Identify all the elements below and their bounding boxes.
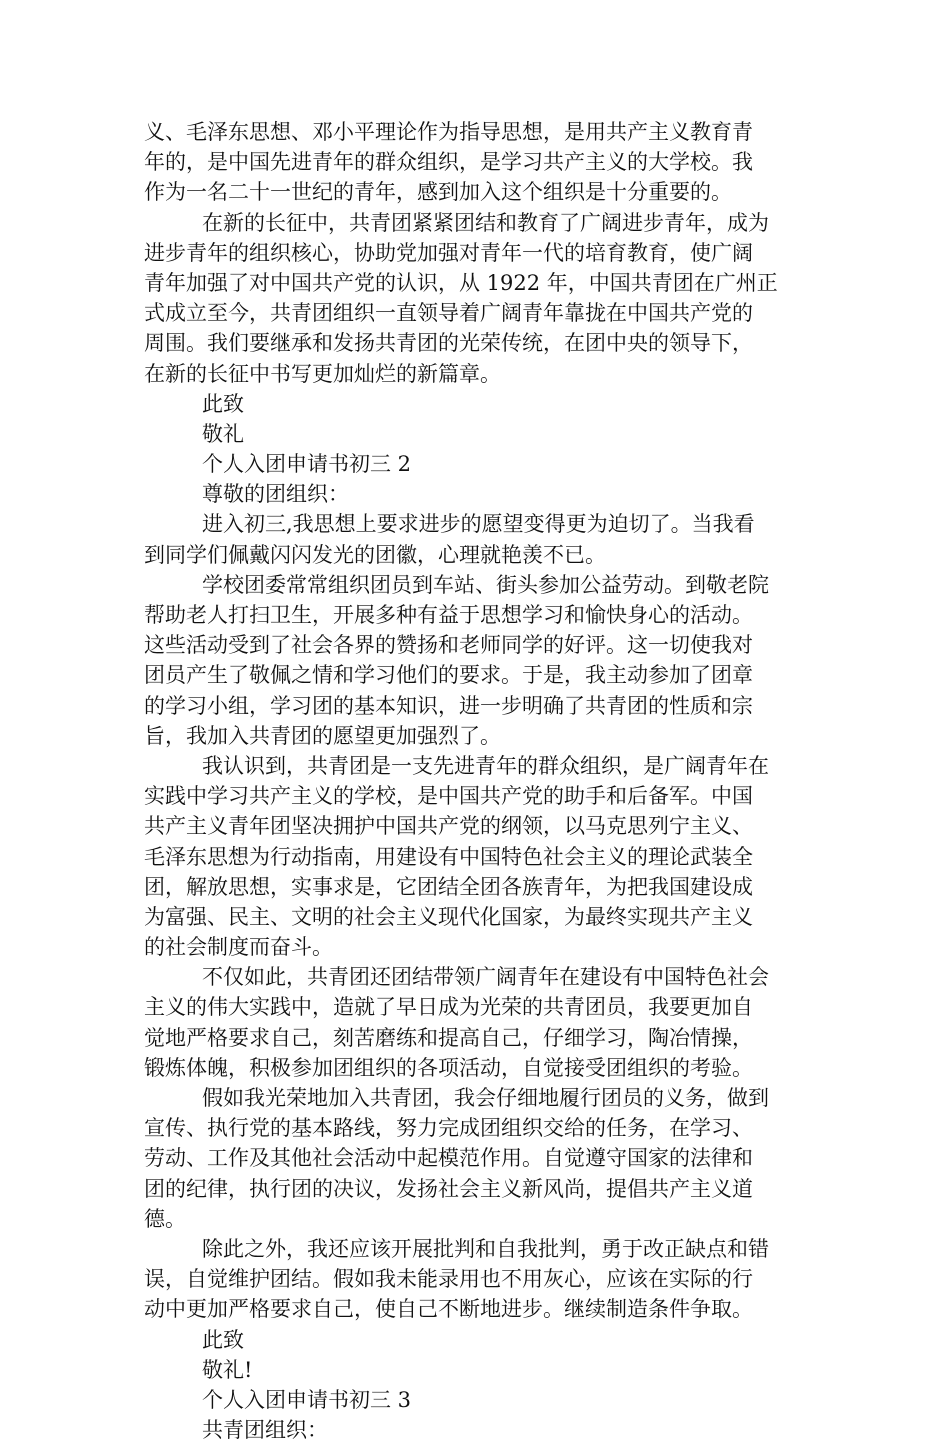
text-line: 共产主义青年团坚决拥护中国共产党的纲领，以马克思列宁主义、 bbox=[144, 814, 753, 839]
text-line: 不仅如此，共青团还团结带领广阔青年在建设有中国特色社会 bbox=[202, 965, 769, 990]
text-line: 帮助老人打扫卫生，开展多种有益于思想学习和愉快身心的活动。 bbox=[144, 603, 753, 627]
text-line: 此致 bbox=[202, 391, 244, 416]
text-line: 实践中学习共产主义的学校，是中国共产党的助手和后备军。中国 bbox=[144, 784, 753, 809]
text-line: 式成立至今，共青团组织一直领导着广阔青年靠拢在中国共产党的 bbox=[144, 301, 753, 326]
text-line: 个人入团申请书初三 2 bbox=[202, 452, 412, 477]
text-line: 共青团组织： bbox=[202, 1418, 328, 1443]
text-line: 周围。我们要继承和发扬共青团的光荣传统，在团中央的领导下， bbox=[144, 331, 753, 356]
text-line: 团，解放思想，实事求是，它团结全团各族青年，为把我国建设成 bbox=[144, 874, 753, 899]
text-line: 觉地严格要求自己，刻苦磨练和提高自己，仔细学习，陶冶情操， bbox=[144, 1025, 753, 1050]
document-body bbox=[144, 117, 808, 1445]
text-line: 锻炼体魄，积极参加团组织的各项活动，自觉接受团组织的考验。 bbox=[144, 1055, 753, 1080]
text-line: 毛泽东思想为行动指南，用建设有中国特色社会主义的理论武装全 bbox=[144, 844, 753, 869]
text-line: 团员产生了敬佩之情和学习他们的要求。于是，我主动参加了团章 bbox=[144, 663, 753, 688]
text-line: 团的纪律，执行团的决议，发扬社会主义新风尚，提倡共产主义道 bbox=[144, 1176, 753, 1201]
text-line: 的社会制度而奋斗。 bbox=[144, 935, 333, 960]
text-line: 劳动、工作及其他社会活动中起模范作用。自觉遵守国家的法律和 bbox=[144, 1146, 753, 1171]
text-line: 旨，我加入共青团的愿望更加强烈了。 bbox=[144, 723, 501, 748]
text-line: 假如我光荣地加入共青团，我会仔细地履行团员的义务，做到 bbox=[202, 1086, 769, 1110]
text-line: 的学习小组，学习团的基本知识，进一步明确了共青团的性质和宗 bbox=[144, 693, 753, 718]
text-line: 误，自觉维护团结。假如我未能录用也不用灰心，应该在实际的行 bbox=[144, 1267, 753, 1292]
text-line: 德。 bbox=[144, 1206, 186, 1231]
text-line: 尊敬的团组织： bbox=[202, 482, 349, 507]
text-line: 敬礼! bbox=[202, 1357, 253, 1382]
text-line: 为富强、民主、文明的社会主义现代化国家，为最终实现共产主义 bbox=[144, 904, 753, 929]
text-line: 宣传、执行党的基本路线，努力完成团组织交给的任务，在学习、 bbox=[144, 1116, 753, 1141]
text-line: 我认识到，共青团是一支先进青年的群众组织，是广阔青年在 bbox=[202, 753, 769, 778]
text-line: 在新的长征中，共青团紧紧团结和教育了广阔进步青年，成为 bbox=[202, 210, 769, 235]
text-line: 作为一名二十一世纪的青年，感到加入这个组织是十分重要的。 bbox=[144, 180, 732, 205]
text-line: 敬礼 bbox=[202, 421, 244, 446]
text-line: 进步青年的组织核心，协助党加强对青年一代的培育教育，使广阔 bbox=[144, 240, 753, 265]
text-line: 主义的伟大实践中，造就了早日成为光荣的共青团员，我要更加自 bbox=[144, 995, 753, 1020]
text-line: 这些活动受到了社会各界的赞扬和老师同学的好评。这一切使我对 bbox=[144, 633, 753, 658]
text-line: 义、毛泽东思想、邓小平理论作为指导思想，是用共产主义教育青 bbox=[144, 120, 753, 144]
text-line: 除此之外，我还应该开展批判和自我批判，勇于改正缺点和错 bbox=[202, 1236, 769, 1261]
text-line: 到同学们佩戴闪闪发光的团徽，心理就艳羡不已。 bbox=[144, 542, 606, 567]
text-line: 青年加强了对中国共产党的认识，从 1922 年，中国共青团在广州正 bbox=[144, 270, 778, 295]
text-line: 进入初三,我思想上要求进步的愿望变得更为迫切了。当我看 bbox=[202, 512, 755, 537]
text-line: 学校团委常常组织团员到车站、街头参加公益劳动。到敬老院 bbox=[202, 572, 769, 597]
text-line: 动中更加严格要求自己，使自己不断地进步。继续制造条件争取。 bbox=[144, 1297, 753, 1322]
text-line: 年的，是中国先进青年的群众组织，是学习共产主义的大学校。我 bbox=[144, 150, 753, 175]
text-line: 个人入团申请书初三 3 bbox=[202, 1387, 412, 1412]
text-line: 此致 bbox=[202, 1327, 244, 1352]
text-line: 在新的长征中书写更加灿烂的新篇章。 bbox=[144, 361, 501, 386]
